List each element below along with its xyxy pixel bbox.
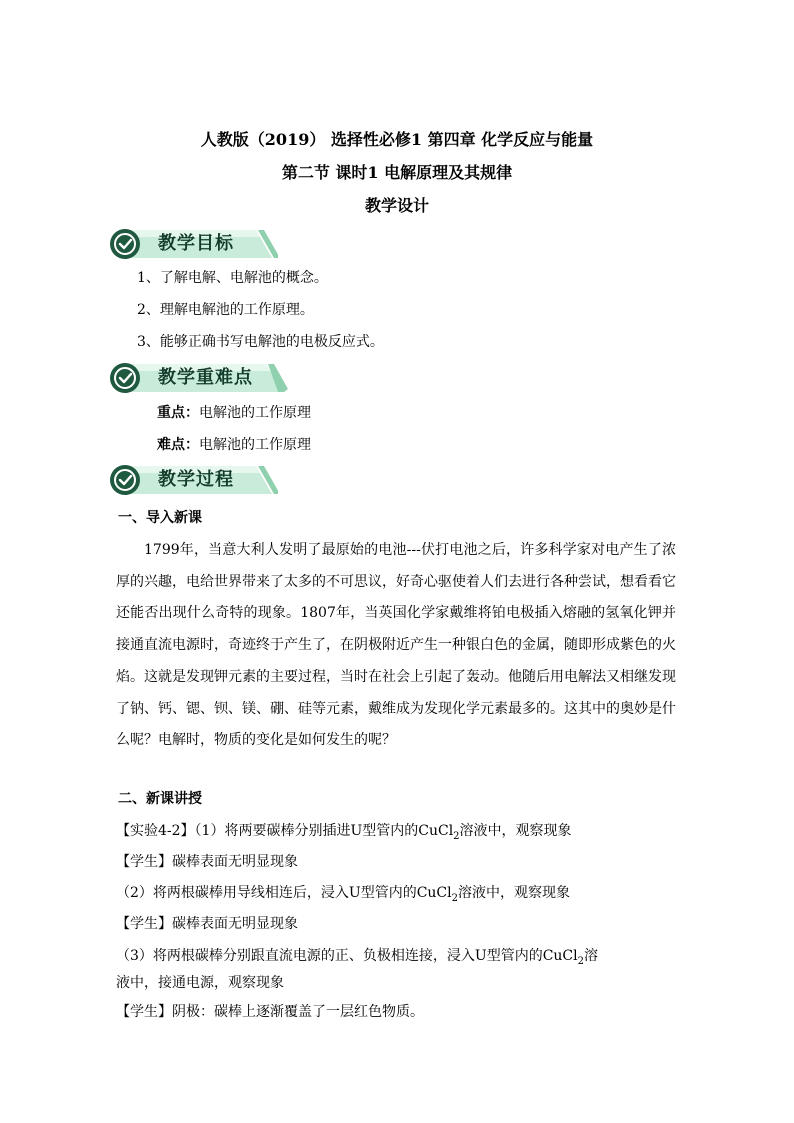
- subscript-2: 2: [453, 830, 460, 842]
- section-banner-process: [108, 463, 278, 497]
- key-point-label: 重点：: [157, 405, 199, 421]
- doc-title-line1: 人教版（2019） 选择性必修1 第四章 化学反应与能量: [200, 130, 594, 149]
- student-line-2: 【学生】碳棒表面无明显现象: [116, 916, 298, 932]
- subscript-2: 2: [451, 892, 458, 904]
- goal-item-1: 1、了解电解、电解池的概念。: [137, 270, 328, 286]
- doc-title-line3: 教学设计: [364, 196, 429, 215]
- experiment-line-3-text: （3）将两根碳棒分别跟直流电源的正、负极相连接，浸入U型管内的CuCl: [116, 948, 578, 964]
- experiment-line-2: [116, 883, 570, 903]
- intro-paragraph: 1799年，当意大利人发明了最原始的电池---伏打电池之后，许多科学家对电产生了浓厚的兴趣，电给世界带来了太多的不可思议，好奇心驱使着人们去进行各种尝试，想看看它还能否出现什么奇特的现象。1807年，当英国化学家戴维将铂电极插入熔融的氢氧化钾并接通直流电源时，奇迹终于产生了，在阴极附近产生一种银白色的金属，随即形成紫色的火焰。这就是发现钾元素的主要过程，当时在社会上引起了轰动。他随后用电解法又相继发现了钠、钙、锶、钡、镁、硼、硅等元素，戴维成为发现化学元素最多的。这其中的奥妙是什么呢？电解时，物质的变化是如何发生的呢？: [116, 542, 676, 749]
- part2-heading: 二、新课讲授: [118, 791, 202, 807]
- banner-title-process: 教学过程: [158, 469, 234, 490]
- doc-title-line2: 第二节 课时1 电解原理及其规律: [281, 163, 513, 182]
- subscript-2: 2: [577, 955, 584, 967]
- hard-point-label: 难点：: [157, 437, 199, 453]
- section-banner-goals: [108, 227, 278, 261]
- experiment-line-3-tail: 溶: [584, 948, 598, 964]
- key-point-row: [157, 403, 311, 423]
- experiment-line-3: [116, 946, 598, 966]
- key-point-text: 电解池的工作原理: [199, 405, 311, 421]
- goal-item-3: 3、能够正确书写电解池的电极反应式。: [137, 334, 384, 350]
- hard-point-row: [157, 435, 311, 455]
- hard-point-text: 电解池的工作原理: [199, 437, 311, 453]
- banner-title-goals: 教学目标: [158, 233, 234, 254]
- student-line-1: 【学生】碳棒表面无明显现象: [116, 854, 298, 870]
- experiment-line-1-text: 【实验4-2】（1）将两要碳棒分别插进U型管内的CuCl: [116, 823, 454, 839]
- experiment-line-2-tail: 溶液中，观察现象: [458, 885, 570, 901]
- experiment-line-2-text: （2）将两根碳棒用导线相连后，浸入U型管内的CuCl: [116, 885, 452, 901]
- goal-item-2: 2、理解电解池的工作原理。: [137, 302, 314, 318]
- experiment-line-1: [116, 821, 572, 841]
- section-banner-keypoints: [108, 361, 288, 395]
- experiment-line-1-tail: 溶液中，观察现象: [459, 823, 572, 839]
- experiment-line-3-cont: 液中，接通电源，观察现象: [116, 975, 284, 991]
- part1-heading: 一、导入新课: [118, 510, 202, 526]
- student-line-3: 【学生】阴极：碳棒上逐渐覆盖了一层红色物质。: [116, 1004, 424, 1020]
- banner-title-keypoints: 教学重难点: [158, 367, 253, 388]
